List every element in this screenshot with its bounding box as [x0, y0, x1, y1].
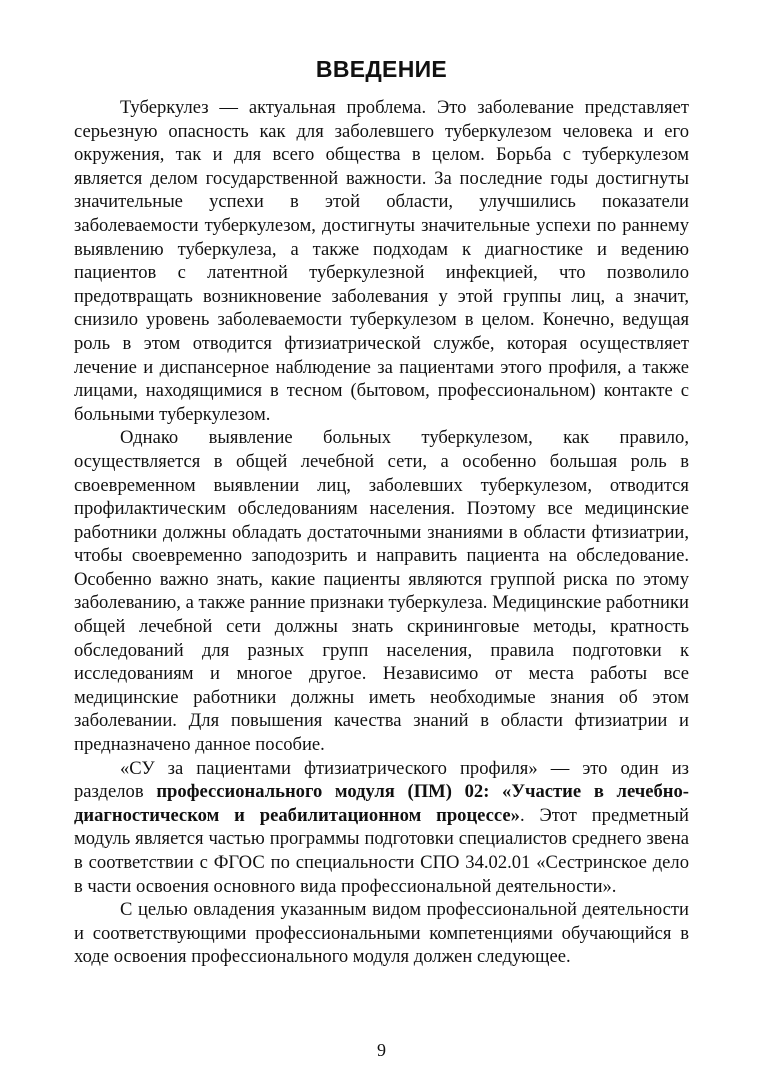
paragraph-module-end: . Этот предметный модуль является частью программы подготовки специалистов среднего звена в соответствии с ФГОС по специальности СПО 34.02.01 «Сестринское дело в части освоения основного вида профессиональной деятельности».: [74, 804, 689, 897]
paragraph-module: [74, 757, 689, 899]
paragraph-intro-tuberculosis: Туберкулез — актуальная проблема. Это заболевание представляет серьезную опасность как для заболевшего туберкулезом человека и его окружения, так и для всего общества в целом. Борьба с туберкулезом является делом государственной важности. За последние годы достигнуты значительные успехи в этой области, улучшились показатели заболеваемости туберкулезом, достигнуты значительные успехи по раннему выявлению туберкулеза, а также подходам к диагностике и ведению пациентов с латентной туберкулезной инфекцией, что позволило предотвращать возникновение заболевания у этой группы лиц, а значит, снизило уровень заболеваемости туберкулезом в целом. Конечно, ведущая роль в этом отводится фтизиатрической службе, которая осуществляет лечение и диспансерное наблюдение за пациентами этого профиля, а также лицами, находящимися в тесном (бытовом, профессиональном) контакте с больными туберкулезом.: [74, 97, 689, 425]
module-title-bold: профессионального модуля (ПМ) 02: «Участие в лечебно-диагностическом и реабилитационном процессе»: [74, 781, 689, 826]
paragraph-detection: Однако выявление больных туберкулезом, как правило, осуществляется в общей лечебной сети, а особенно большая роль в своевременном выявлении лиц, заболевших туберкулезом, отводится профилактическим обследованиям населения. Поэтому все медицинские работники должны обладать достаточными знаниями в области фтизиатрии, чтобы своевременно заподозрить и направить пациента на обследование. Особенно важно знать, какие пациенты являются группой риска по этому заболеванию, а также ранние признаки туберкулеза. Медицинские работники общей лечебной сети должны знать скрининговые методы, кратность обследований для разных групп населения, правила подготовки к исследованиям и многое другое. Независимо от места работы все медицинские работники должны иметь необходимые знания об этом заболевании. Для повышения качества знаний в области фтизиатрии и предназначено данное пособие.: [74, 427, 689, 756]
page-title: ВВЕДЕНИЕ: [315, 56, 448, 82]
document-page: [74, 52, 689, 1052]
page-number: 9: [377, 1040, 386, 1060]
paragraph-module-start: «СУ за пациентами фтизиатрического профиля» — это один из разделов: [74, 757, 689, 803]
paragraph-goal: С целью овладения указанным видом профессиональной деятельности и соответствующими профессиональными компетенциями обучающийся в ходе освоения профессионального модуля должен следующее.: [74, 899, 689, 968]
